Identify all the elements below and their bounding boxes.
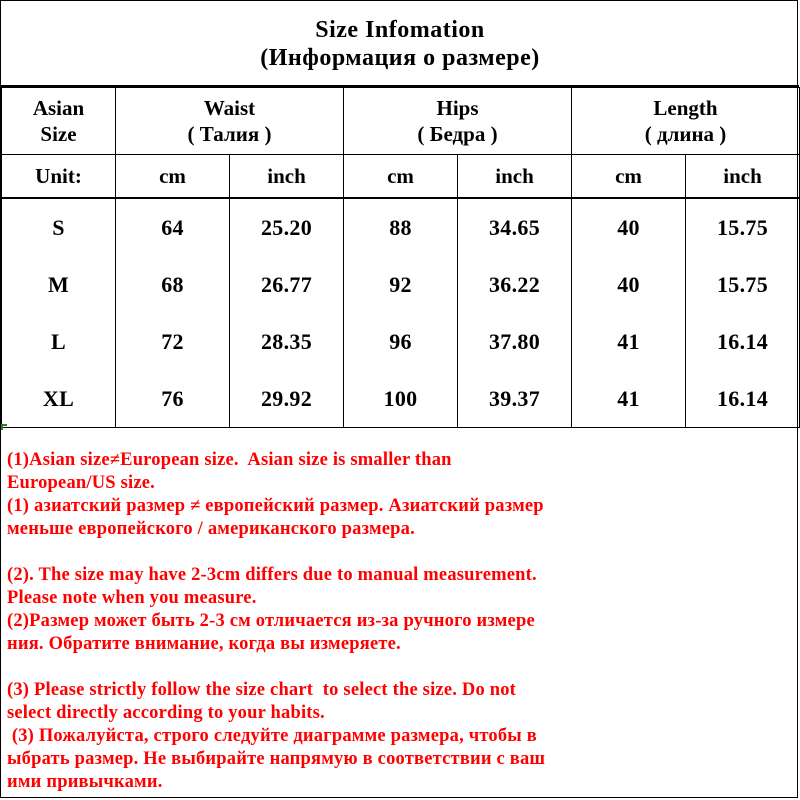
table-row — [2, 370, 800, 428]
header-length-ru: ( длина ) — [644, 122, 727, 146]
size-cell: L — [2, 313, 116, 370]
unit-length-cm: cm — [572, 155, 686, 199]
unit-row — [2, 155, 800, 199]
hips-inch-cell: 36.22 — [458, 256, 572, 313]
header-hips-ru: ( Бедра ) — [417, 122, 498, 146]
waist-inch-cell: 28.35 — [230, 313, 344, 370]
title-russian: (Информация о размере) — [260, 45, 540, 71]
waist-inch-cell: 25.20 — [230, 198, 344, 256]
waist-inch-cell: 26.77 — [230, 256, 344, 313]
length-cm-cell: 41 — [572, 313, 686, 370]
note-3-english-line2: select directly according to your habits. — [7, 703, 325, 723]
note-2-russian-line2: ния. Обратите внимание, когда вы измеряете. — [7, 634, 401, 654]
table-row — [2, 313, 800, 370]
hips-cm-cell: 100 — [344, 370, 458, 428]
waist-cm-cell: 72 — [116, 313, 230, 370]
hips-inch-cell: 37.80 — [458, 313, 572, 370]
note-1-russian-line1: (1) азиатский размер ≠ европейский размер. Азиатский размер — [7, 496, 544, 516]
hips-cm-cell: 96 — [344, 313, 458, 370]
header-asian-size-line1: Asian — [32, 96, 85, 120]
hips-cm-cell: 92 — [344, 256, 458, 313]
waist-cm-cell: 64 — [116, 198, 230, 256]
header-asian-size-line2: Size — [40, 122, 77, 146]
table-row — [2, 198, 800, 256]
note-spacer — [7, 541, 799, 564]
waist-cm-cell: 68 — [116, 256, 230, 313]
note-1-russian-line2: меньше европейского / американского размера. — [7, 519, 415, 539]
length-cm-cell: 40 — [572, 256, 686, 313]
size-cell: S — [2, 198, 116, 256]
size-notes — [7, 449, 799, 794]
hips-inch-cell: 34.65 — [458, 198, 572, 256]
unit-hips-cm: cm — [344, 155, 458, 199]
header-waist — [116, 88, 344, 155]
header-hips-en: Hips — [436, 96, 479, 120]
table-row — [2, 256, 800, 313]
unit-hips-inch: inch — [458, 155, 572, 199]
note-3-english-line1: (3) Please strictly follow the size chart to select the size. Do not — [7, 680, 517, 700]
note-3-russian-line2: ыбрать размер. Не выбирайте напрямую в соответствии с ваш — [7, 749, 546, 769]
header-waist-ru: ( Талия ) — [187, 122, 272, 146]
hips-cm-cell: 88 — [344, 198, 458, 256]
header-row — [2, 88, 800, 155]
unit-waist-inch: inch — [230, 155, 344, 199]
header-length-en: Length — [653, 96, 718, 120]
waist-inch-cell: 29.92 — [230, 370, 344, 428]
length-inch-cell: 16.14 — [686, 370, 800, 428]
title-english: Size Infomation — [315, 17, 485, 43]
note-spacer — [7, 656, 799, 679]
note-2-english-line2: Please note when you measure. — [7, 588, 257, 608]
unit-label: Unit: — [2, 155, 116, 199]
note-1-english-line2: European/US size. — [7, 473, 155, 493]
note-2-russian-line1: (2)Размер может быть 2-3 см отличается из-за ручного измере — [7, 611, 535, 631]
title-box — [1, 1, 799, 87]
size-table — [1, 87, 800, 428]
header-hips — [344, 88, 572, 155]
header-asian-size — [2, 88, 116, 155]
note-3-russian-line1: (3) Пожалуйста, строго следуйте диаграмме размера, чтобы в — [7, 726, 537, 746]
size-cell: M — [2, 256, 116, 313]
unit-length-inch: inch — [686, 155, 800, 199]
waist-cm-cell: 76 — [116, 370, 230, 428]
hips-inch-cell: 39.37 — [458, 370, 572, 428]
header-length — [572, 88, 800, 155]
note-2-english-line1: (2). The size may have 2-3cm differs due to manual measurement. — [7, 565, 537, 585]
length-cm-cell: 40 — [572, 198, 686, 256]
corner-mark — [1, 424, 7, 430]
unit-waist-cm: cm — [116, 155, 230, 199]
header-waist-en: Waist — [203, 96, 256, 120]
size-cell: XL — [2, 370, 116, 428]
length-inch-cell: 15.75 — [686, 198, 800, 256]
length-inch-cell: 15.75 — [686, 256, 800, 313]
note-1-english-line1: (1)Asian size≠European size. Asian size is smaller than — [7, 450, 452, 470]
length-cm-cell: 41 — [572, 370, 686, 428]
note-3-russian-line3: ими привычками. — [7, 772, 163, 792]
length-inch-cell: 16.14 — [686, 313, 800, 370]
